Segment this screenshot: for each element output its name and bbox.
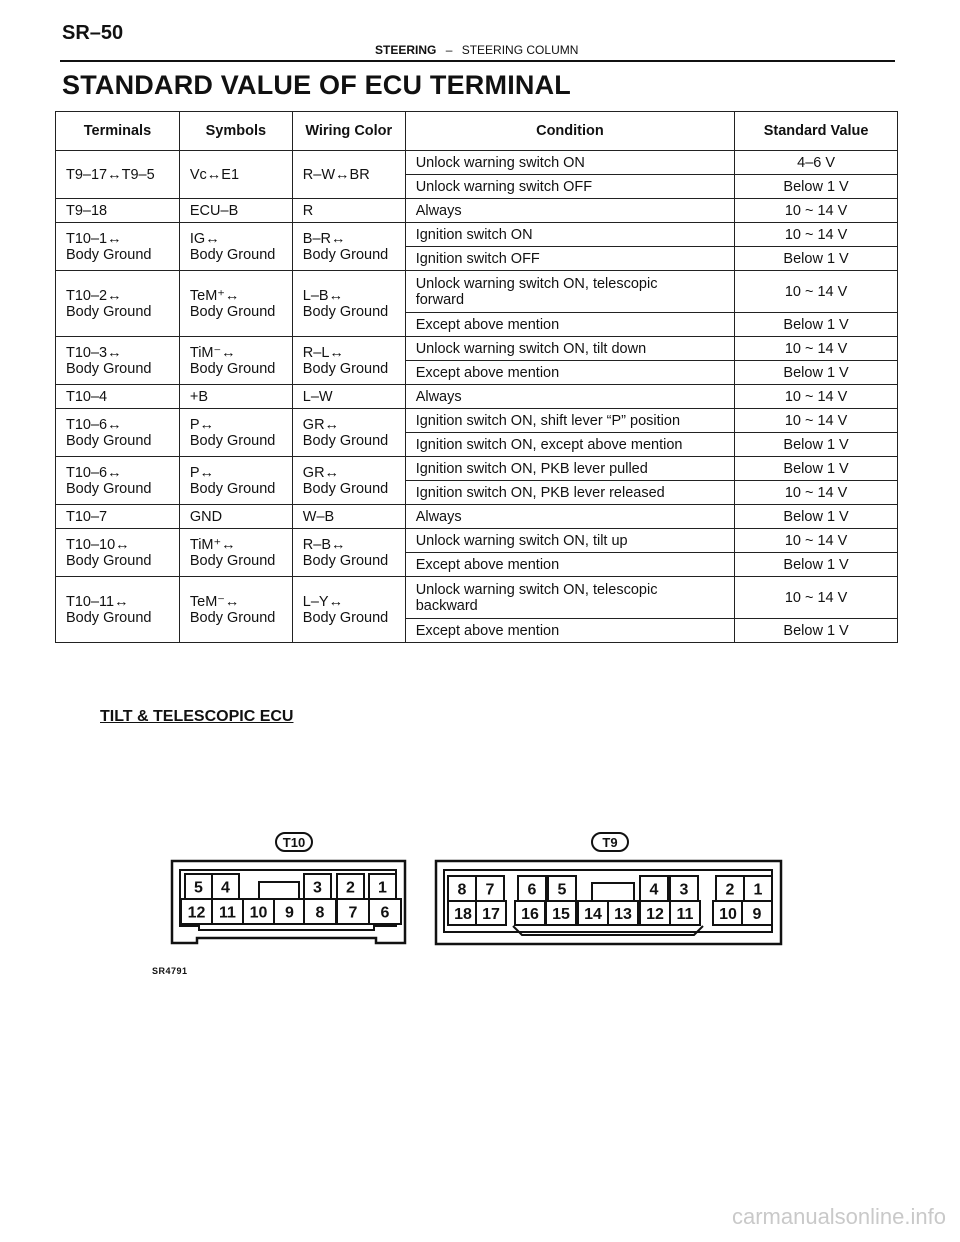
- symbol-cell: TeM⁺↔ Body Ground: [179, 271, 292, 337]
- symbol-cell: TeM⁻↔ Body Ground: [179, 577, 292, 643]
- symbol-cell: TiM⁺↔ Body Ground: [179, 529, 292, 577]
- wiring-cell: GR↔ Body Ground: [292, 409, 405, 457]
- standard-value-cell: 10 ~ 14 V: [735, 529, 898, 553]
- condition-cell: Except above mention: [405, 313, 734, 337]
- terminal-cell: T10–7: [56, 505, 180, 529]
- pin-number: 7: [348, 904, 358, 922]
- wiring-cell: W–B: [292, 505, 405, 529]
- wiring-cell: L–B↔ Body Ground: [292, 271, 405, 337]
- standard-value-cell: Below 1 V: [735, 313, 898, 337]
- condition-cell: Unlock warning switch ON, tilt up: [405, 529, 734, 553]
- header-symbols: Symbols: [179, 112, 292, 151]
- condition-cell: Ignition switch ON, except above mention: [405, 433, 734, 457]
- wiring-cell: R–B↔ Body Ground: [292, 529, 405, 577]
- terminal-cell: T10–3↔ Body Ground: [56, 337, 180, 385]
- pin-number: 4: [221, 879, 230, 897]
- wiring-cell: R–L↔ Body Ground: [292, 337, 405, 385]
- connector-t10: [172, 833, 405, 943]
- standard-value-cell: Below 1 V: [735, 505, 898, 529]
- pin-number: 15: [552, 906, 570, 923]
- symbol-cell: +B: [179, 385, 292, 409]
- standard-value-cell: Below 1 V: [735, 247, 898, 271]
- condition-cell: Except above mention: [405, 553, 734, 577]
- connector-t9: [436, 833, 781, 944]
- standard-value-cell: Below 1 V: [735, 433, 898, 457]
- condition-cell: Unlock warning switch ON, telescopic forward: [405, 271, 734, 313]
- standard-value-cell: Below 1 V: [735, 175, 898, 199]
- symbol-cell: TiM⁻↔ Body Ground: [179, 337, 292, 385]
- terminal-cell: T10–11↔ Body Ground: [56, 577, 180, 643]
- connector-t10-label: T10: [282, 835, 306, 850]
- standard-value-cell: Below 1 V: [735, 361, 898, 385]
- pin-number: 11: [676, 906, 694, 923]
- pin-number: 2: [346, 879, 355, 897]
- subsection-name: STEERING COLUMN: [461, 43, 579, 57]
- pin-number: 8: [315, 904, 325, 922]
- pin-number: 4: [649, 881, 659, 899]
- condition-cell: Unlock warning switch OFF: [405, 175, 734, 199]
- header-standard-value: Standard Value: [735, 112, 898, 151]
- page-number: SR–50: [62, 22, 124, 44]
- terminal-cell: T10–1↔ Body Ground: [56, 223, 180, 271]
- symbol-cell: P↔ Body Ground: [179, 457, 292, 505]
- figure-code: SR4791: [152, 966, 188, 976]
- header-terminals: Terminals: [56, 112, 180, 151]
- condition-cell: Ignition switch OFF: [405, 247, 734, 271]
- pin-number: 12: [646, 906, 664, 923]
- condition-cell: Always: [405, 199, 734, 223]
- pin-number: 2: [725, 881, 735, 899]
- condition-cell: Ignition switch ON, PKB lever released: [405, 481, 734, 505]
- pin-number: 1: [378, 879, 387, 897]
- pin-number: 5: [557, 881, 567, 899]
- wiring-cell: R: [292, 199, 405, 223]
- standard-value-cell: 4–6 V: [735, 151, 898, 175]
- wiring-cell: L–W: [292, 385, 405, 409]
- wiring-cell: B–R↔ Body Ground: [292, 223, 405, 271]
- symbol-cell: GND: [179, 505, 292, 529]
- connector-t9-label: T9: [602, 835, 618, 850]
- pin-number: 6: [380, 904, 390, 922]
- pin-number: 9: [285, 904, 294, 922]
- pin-number: 9: [752, 906, 762, 923]
- condition-cell: Except above mention: [405, 619, 734, 643]
- symbol-cell: IG↔ Body Ground: [179, 223, 292, 271]
- standard-value-cell: 10 ~ 14 V: [735, 199, 898, 223]
- header-condition: Condition: [405, 112, 734, 151]
- standard-value-cell: Below 1 V: [735, 619, 898, 643]
- pin-number: 16: [521, 906, 539, 923]
- standard-value-cell: 10 ~ 14 V: [735, 337, 898, 361]
- condition-cell: Unlock warning switch ON, tilt down: [405, 337, 734, 361]
- watermark: carmanualsonline.info: [731, 1204, 946, 1229]
- pin-number: 18: [454, 906, 472, 923]
- section-name: STEERING: [375, 43, 437, 57]
- standard-value-cell: 10 ~ 14 V: [735, 577, 898, 619]
- terminal-cell: T10–10↔ Body Ground: [56, 529, 180, 577]
- condition-cell: Ignition switch ON, shift lever “P” position: [405, 409, 734, 433]
- symbol-cell: Vc↔E1: [179, 151, 292, 199]
- pin-number: 10: [719, 906, 737, 923]
- symbol-cell: ECU–B: [179, 199, 292, 223]
- condition-cell: Unlock warning switch ON, telescopic backward: [405, 577, 734, 619]
- condition-cell: Ignition switch ON, PKB lever pulled: [405, 457, 734, 481]
- pin-number: 13: [614, 906, 632, 923]
- wiring-cell: R–W↔BR: [292, 151, 405, 199]
- pin-number: 3: [313, 879, 322, 897]
- terminal-cell: T9–17↔T9–5: [56, 151, 180, 199]
- standard-value-cell: 10 ~ 14 V: [735, 223, 898, 247]
- symbol-cell: P↔ Body Ground: [179, 409, 292, 457]
- section-separator: –: [445, 43, 453, 57]
- ecu-diagram-label: TILT & TELESCOPIC ECU: [100, 708, 294, 725]
- pin-number: 12: [187, 904, 206, 922]
- pin-number: 10: [249, 904, 268, 922]
- terminal-cell: T9–18: [56, 199, 180, 223]
- condition-cell: Always: [405, 505, 734, 529]
- standard-value-cell: 10 ~ 14 V: [735, 481, 898, 505]
- pin-number: 7: [485, 881, 495, 899]
- pin-number: 17: [482, 906, 500, 923]
- terminal-cell: T10–6↔ Body Ground: [56, 409, 180, 457]
- wiring-cell: GR↔ Body Ground: [292, 457, 405, 505]
- condition-cell: Except above mention: [405, 361, 734, 385]
- standard-value-cell: 10 ~ 14 V: [735, 271, 898, 313]
- page-title: STANDARD VALUE OF ECU TERMINAL: [62, 70, 571, 100]
- condition-cell: Always: [405, 385, 734, 409]
- terminal-cell: T10–4: [56, 385, 180, 409]
- header-wiring-color: Wiring Color: [292, 112, 405, 151]
- standard-value-cell: Below 1 V: [735, 553, 898, 577]
- pin-number: 6: [527, 881, 537, 899]
- terminal-cell: T10–6↔ Body Ground: [56, 457, 180, 505]
- pin-number: 5: [194, 879, 203, 897]
- standard-value-cell: 10 ~ 14 V: [735, 385, 898, 409]
- pin-number: 3: [679, 881, 689, 899]
- standard-value-cell: Below 1 V: [735, 457, 898, 481]
- condition-cell: Ignition switch ON: [405, 223, 734, 247]
- standard-value-cell: 10 ~ 14 V: [735, 409, 898, 433]
- pin-number: 11: [219, 904, 236, 922]
- condition-cell: Unlock warning switch ON: [405, 151, 734, 175]
- pin-number: 1: [753, 881, 763, 899]
- pin-number: 14: [584, 906, 602, 923]
- pin-number: 8: [457, 881, 467, 899]
- wiring-cell: L–Y↔ Body Ground: [292, 577, 405, 643]
- terminal-cell: T10–2↔ Body Ground: [56, 271, 180, 337]
